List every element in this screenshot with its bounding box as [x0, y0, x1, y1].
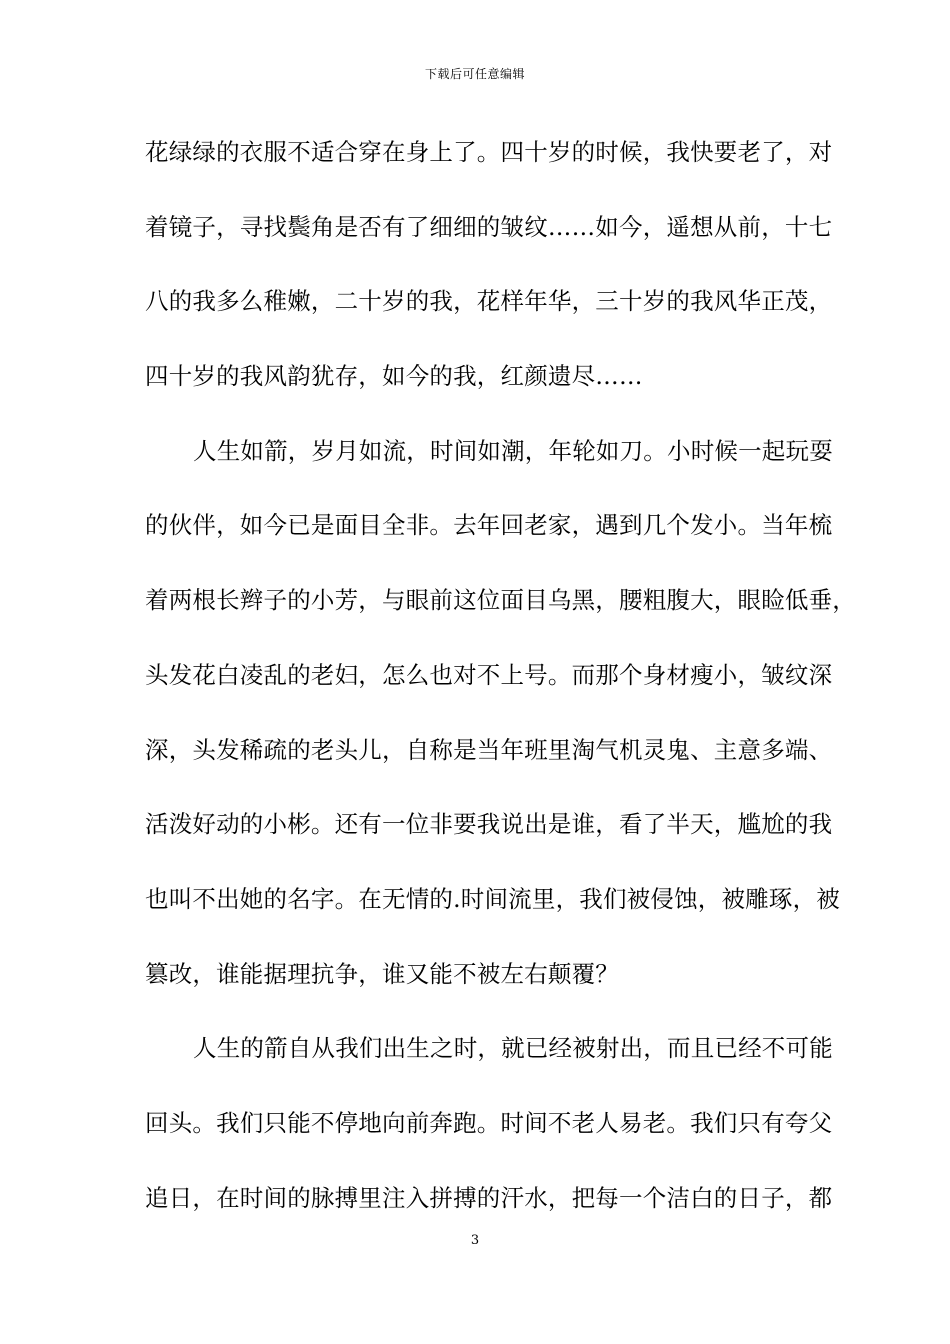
text-line: 头发花白凌乱的老妇，怎么也对不上号。而那个身材瘦小，皱纹深 [145, 660, 833, 689]
text-line: 着两根长辫子的小芳，与眼前这位面目乌黑，腰粗腹大，眼睑低垂， [145, 586, 856, 615]
text-line: 追日，在时间的脉搏里注入拼搏的汗水，把每一个洁白的日子，都 [145, 1183, 833, 1212]
text-line: 八的我多么稚嫩，二十岁的我，花样年华，三十岁的我风华正茂， [145, 287, 833, 316]
text-line: 着镜子，寻找鬓角是否有了细细的皱纹……如今，遥想从前，十七 [145, 212, 833, 241]
paragraph-start-line: 人生的箭自从我们出生之时，就已经被射出，而且已经不可能 [193, 1034, 833, 1063]
paragraph-start-line: 人生如箭，岁月如流，时间如潮，年轮如刀。小时候一起玩耍 [193, 436, 833, 465]
text-line: 回头。我们只能不停地向前奔跑。时间不老人易老。我们只有夸父 [145, 1108, 833, 1137]
text-line: 四十岁的我风韵犹存，如今的我，红颜遗尽…… [145, 362, 643, 391]
text-line: 深，头发稀疏的老头儿，自称是当年班里淘气机灵鬼、主意多端、 [145, 735, 833, 764]
text-line: 活泼好动的小彬。还有一位非要我说出是谁，看了半天，尴尬的我 [145, 810, 833, 839]
text-line: 也叫不出她的名字。在无情的.时间流里，我们被侵蚀，被雕琢，被 [145, 884, 840, 913]
text-line: 篡改，谁能据理抗争，谁又能不被左右颠覆？ [145, 959, 619, 988]
body-text [145, 128, 856, 1248]
text-line: 花绿绿的衣服不适合穿在身上了。四十岁的时候，我快要老了，对 [145, 138, 833, 166]
text-line: 的伙伴，如今已是面目全非。去年回老家，遇到几个发小。当年梳 [145, 511, 833, 540]
page-number: 3 [470, 1233, 480, 1248]
page-header: 下载后可任意编辑 [424, 67, 525, 81]
